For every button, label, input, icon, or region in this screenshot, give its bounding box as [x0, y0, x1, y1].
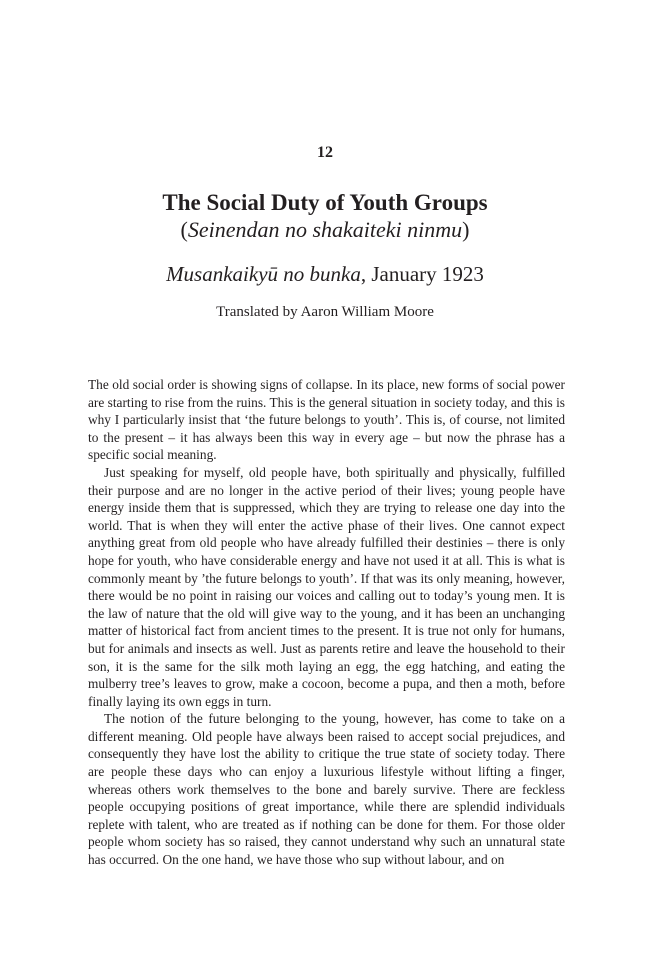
source-publication — [0, 260, 650, 288]
subtitle-open-paren: ( — [180, 217, 188, 242]
chapter-title: The Social Duty of Youth Groups — [162, 190, 488, 215]
chapter-number: 12 — [317, 144, 333, 161]
subtitle-japanese-title: Seinendan no shakaiteki ninmu — [187, 217, 463, 242]
paragraph: The notion of the future belonging to the young, however, has come to take on a different meaning. Old people have always been raised to accept social prejudices, and consequently they have lost the ability to critique the true state of society today. There are people these days who can enjoy a luxurious lifestyle without lifting a finger, whereas others work themselves to the bone and barely survive. There are feckless people occupying positions of great importance, while there are splendid individuals replete with talent, who are treated as if nothing can be done for them. For those older people whom society has so raised, they cannot understand why such an unnatural state has occurred. On the one hand, we have those who sup without labour, and on — [88, 711, 565, 868]
source-date: , January 1923 — [360, 262, 484, 286]
chapter-subtitle — [0, 216, 650, 244]
paragraph: The old social order is showing signs of collapse. In its place, new forms of social power are starting to rise from the ruins. This is the general situation in society today, and this is why I particularly insist that ‘the future belongs to youth’. This is, of course, not limited to the present – it has always been this way in every age – but now the phrase has a specific social meaning. — [88, 377, 565, 463]
subtitle-close-paren: ) — [462, 217, 470, 242]
translator-credit: Translated by Aaron William Moore — [216, 304, 434, 320]
source-journal: Musankaikyū no bunka — [166, 262, 361, 286]
body-text — [88, 376, 565, 869]
paragraph: Just speaking for myself, old people have, both spiritually and physically, fulfilled their purpose and are no longer in the active period of their lives; young people have energy inside them that is suppressed, which they are trying to release one day into the world. That is when they will enter the active phase of their lives. One cannot expect anything great from old people who have already fulfilled their destinies – there is only hope for youth, who have considerable energy and have not used it at all. This is what is commonly meant by ’the future belongs to youth’. If that was its only meaning, however, there would be no point in raising our voices and calling out to today’s young men. It is the law of nature that the old will give way to the young, and it has been an unchanging matter of historical fact from ancient times to the present. It is true not only for humans, but for animals and insects as well. Just as parents retire and leave the household to their son, it is the same for the silk moth laying an egg, the egg hatching, and eating the mulberry tree’s leaves to grow, make a cocoon, become a pupa, and then a moth, before finally laying its own eggs in turn. — [88, 464, 565, 709]
